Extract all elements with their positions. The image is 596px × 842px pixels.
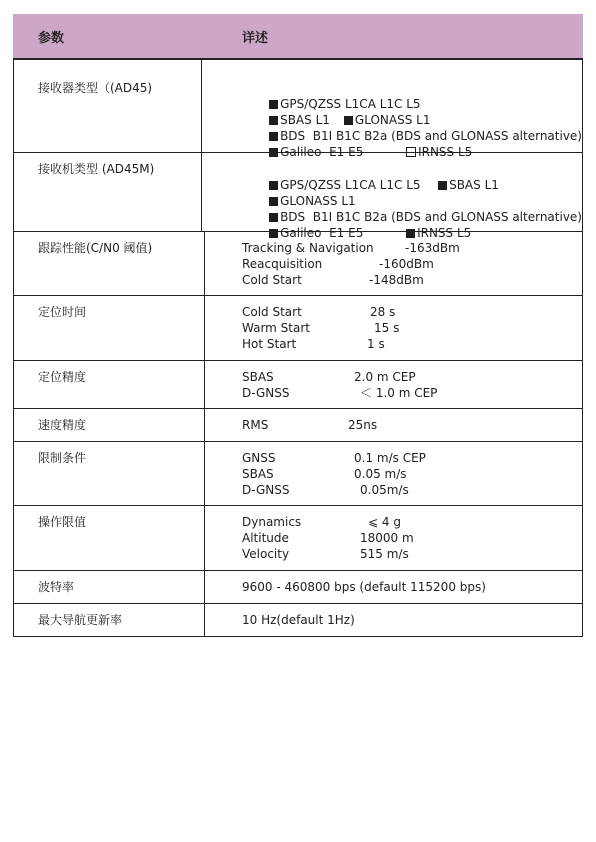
detail-line: Galileo E1 E5 IRNSS L5	[239, 128, 582, 144]
table-row-tracking	[13, 231, 583, 295]
row-detail	[205, 442, 583, 505]
row-detail: 9600 - 460800 bps (default 115200 bps)	[205, 571, 583, 603]
row-detail: 10 Hz(default 1Hz)	[205, 604, 583, 636]
row-label: 定位时间	[13, 296, 205, 360]
filled-square-icon	[269, 100, 278, 109]
detail-line: GNSS 0.1 m/s CEP	[242, 451, 426, 465]
row-detail	[205, 409, 583, 441]
detail-line: Dynamics ⩽ 4 g	[242, 515, 401, 529]
detail-line: Reacquisition -160dBm	[242, 257, 434, 271]
detail-line: Cold Start -148dBm	[242, 273, 424, 287]
table-row-limits	[13, 441, 583, 505]
row-detail	[205, 296, 583, 360]
detail-line: Cold Start 28 s	[242, 305, 396, 319]
detail-line: SBAS 0.05 m/s	[242, 467, 407, 481]
row-label: 操作限值	[13, 506, 205, 570]
detail-line: RMS 25ns	[242, 418, 378, 432]
row-label: 接收机类型 (AD45M)	[13, 153, 202, 231]
table-row-baud-rate	[13, 570, 583, 603]
filled-square-icon	[269, 181, 278, 190]
row-detail	[205, 232, 583, 295]
detail-line: Warm Start 15 s	[242, 321, 400, 335]
filled-square-icon	[269, 116, 278, 125]
row-label: 速度精度	[13, 409, 205, 441]
detail-line: Velocity 515 m/s	[242, 547, 409, 561]
table-header	[13, 14, 583, 59]
table-row-operation	[13, 505, 583, 570]
detail-line: Altitude 18000 m	[242, 531, 414, 545]
header-detail: 详述	[242, 30, 269, 46]
detail-line: GPS/QZSS L1CA L1C L5	[239, 80, 582, 96]
table-row-velocity-accuracy	[13, 408, 583, 441]
filled-square-icon	[438, 181, 447, 190]
table-row-nav-rate	[13, 603, 583, 636]
filled-square-icon	[269, 197, 278, 206]
table-row-accuracy	[13, 360, 583, 408]
row-detail	[202, 60, 583, 159]
header-param: 参数	[38, 30, 65, 46]
detail-line: GPS/QZSS L1CA L1C L5 SBAS L1	[239, 161, 582, 177]
detail-line: SBAS 2.0 m CEP	[242, 370, 416, 384]
detail-line: SBAS L1 GLONASS L1	[239, 96, 582, 112]
row-label: 限制条件	[13, 442, 205, 505]
row-label: 波特率	[13, 571, 205, 603]
row-detail	[205, 506, 583, 570]
row-label: 最大导航更新率	[13, 604, 205, 636]
row-label: 接收器类型（(AD45)	[13, 60, 202, 152]
detail-line: Galileo E1 E5 IRNSS L5	[239, 209, 582, 225]
filled-square-icon	[269, 132, 278, 141]
table-row-receiver-ad45m	[13, 152, 583, 240]
spec-table	[13, 14, 583, 637]
row-label: 跟踪性能(C/N0 阈值)	[13, 232, 205, 295]
detail-line: BDS B1I B1C B2a (BDS and GLONASS alternative)	[239, 112, 582, 128]
detail-line: Tracking & Navigation -163dBm	[242, 241, 460, 255]
detail-line: Hot Start 1 s	[242, 337, 385, 351]
row-detail	[202, 153, 583, 240]
filled-square-icon	[344, 116, 353, 125]
table-row-receiver-ad45	[13, 59, 583, 159]
row-label: 定位精度	[13, 361, 205, 408]
detail-line: D-GNSS ＜ 1.0 m CEP	[242, 386, 438, 400]
table-row-ttff	[13, 295, 583, 360]
row-detail	[205, 361, 583, 408]
detail-line: GLONASS L1	[239, 177, 582, 193]
filled-square-icon	[269, 213, 278, 222]
detail-line: BDS B1I B1C B2a (BDS and GLONASS alternative)	[239, 193, 582, 209]
detail-line: D-GNSS 0.05m/s	[242, 483, 409, 497]
